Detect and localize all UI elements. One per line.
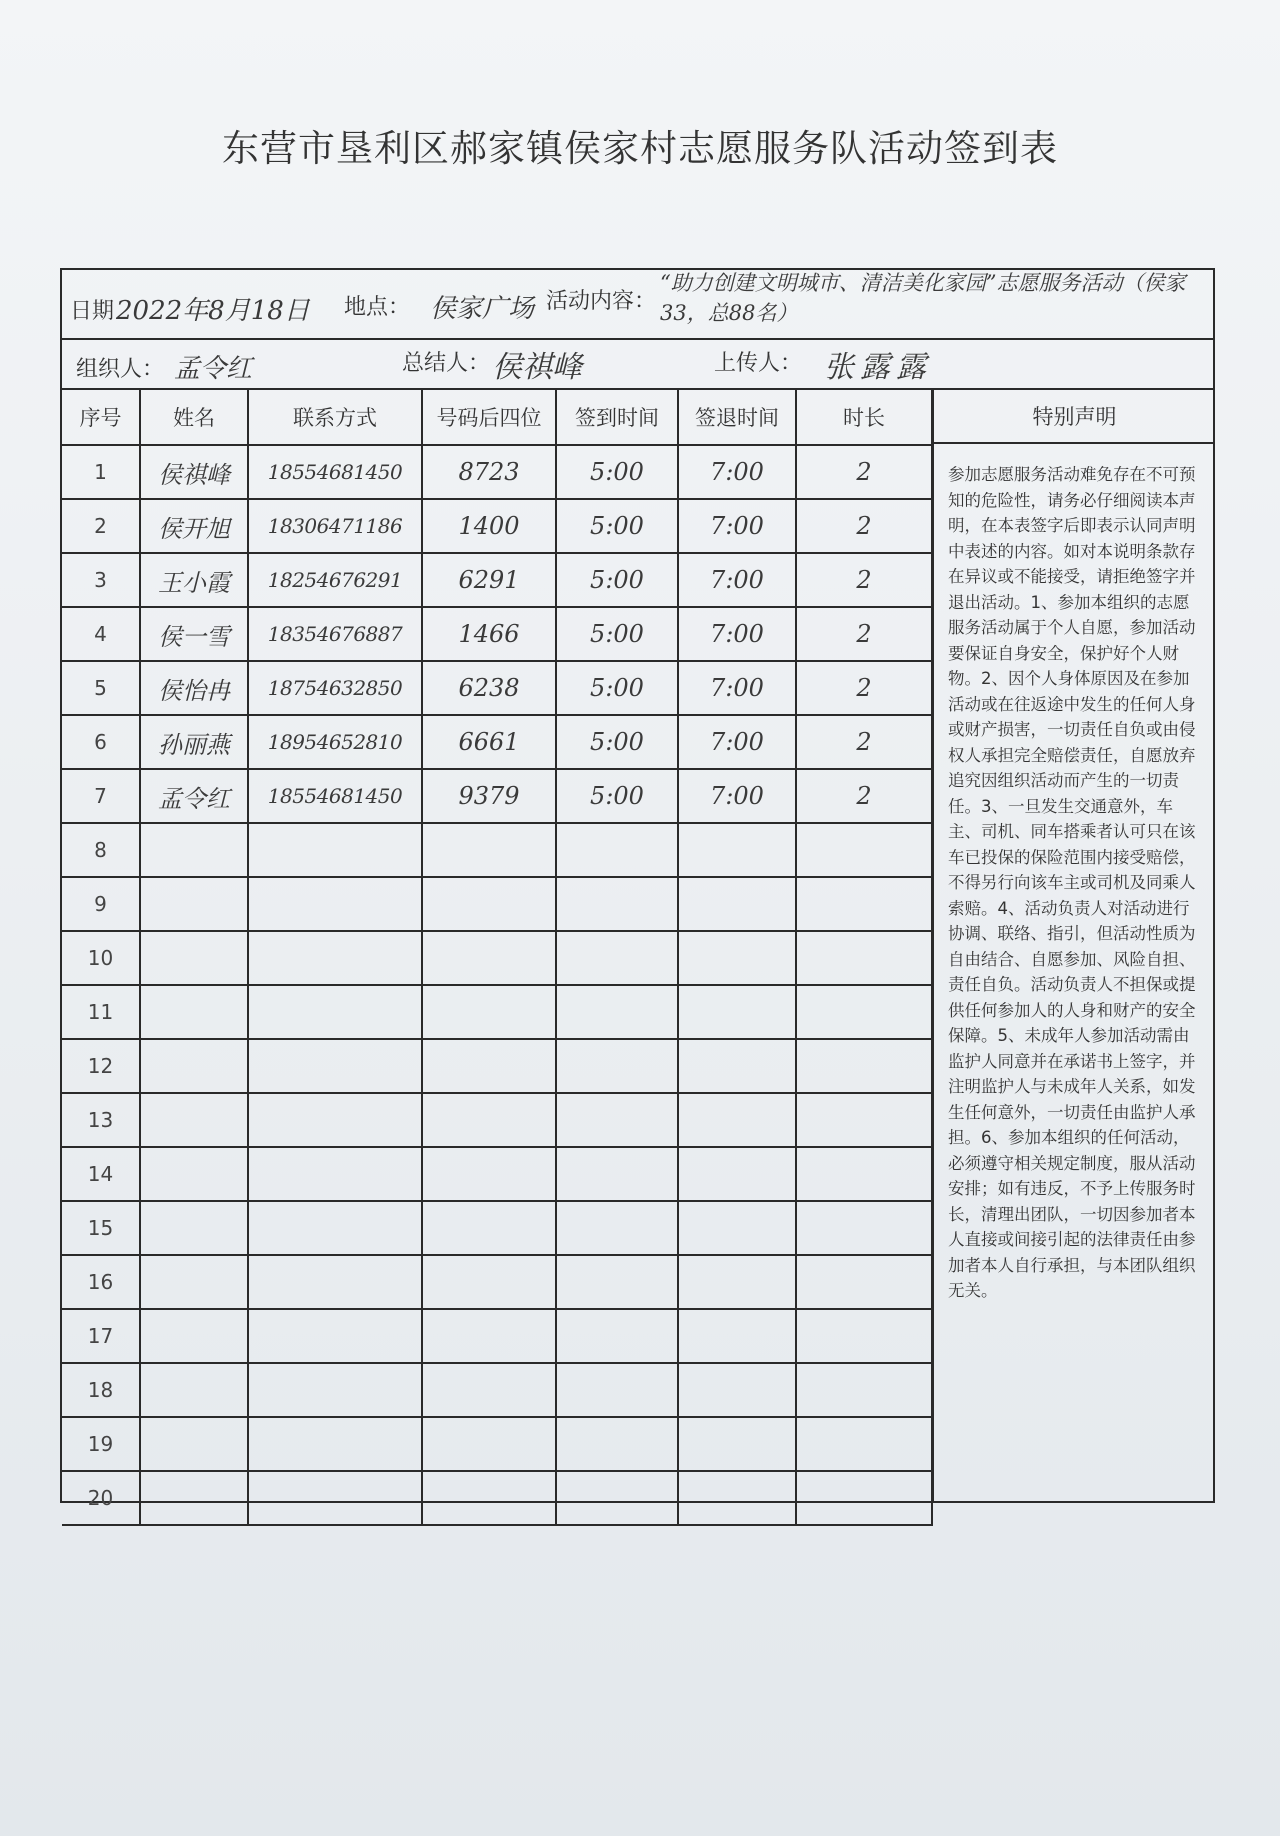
row-sign-in [556,1147,678,1201]
col-header-sign-out-time: 签退时间 [678,390,796,445]
row-seq: 13 [62,1093,140,1147]
table-row [62,1471,932,1525]
date-value: 2022年8月18日 [116,296,310,326]
row-phone [248,1363,422,1417]
location-label: 地点： [344,295,411,320]
table-row [62,661,932,715]
row-name: 王小霞 [140,553,248,607]
row-sign-out: 7:00 [678,607,796,661]
row-sign-in [556,1039,678,1093]
row-name: 孙丽燕 [140,715,248,769]
row-phone: 18954652810 [248,715,422,769]
row-sign-out [678,1309,796,1363]
row-hours: 2 [796,661,932,715]
table-row [62,769,932,823]
row-phone [248,1255,422,1309]
row-last4 [422,823,556,877]
notice-title: 特别声明 [932,390,1215,444]
row-seq: 5 [62,661,140,715]
row-last4: 1466 [422,607,556,661]
table-row [62,1201,932,1255]
summarizer-value: 侯祺峰 [492,350,582,385]
content-label: 活动内容： [546,289,657,314]
row-phone [248,1147,422,1201]
organizer-value: 孟令红 [174,354,253,384]
row-sign-out [678,1363,796,1417]
row-name [140,1201,248,1255]
row-last4 [422,1363,556,1417]
table-row [62,715,932,769]
table-row [62,1417,932,1471]
uploader-label: 上传人： [714,351,803,376]
row-last4: 9379 [422,769,556,823]
col-header-last4: 号码后四位 [422,390,556,445]
row-seq: 8 [62,823,140,877]
row-name [140,985,248,1039]
row-last4 [422,1201,556,1255]
row-hours: 2 [796,553,932,607]
row-sign-in: 5:00 [556,553,678,607]
row-name [140,877,248,931]
row-seq: 19 [62,1417,140,1471]
row-phone [248,1309,422,1363]
row-sign-in [556,1255,678,1309]
row-last4: 6291 [422,553,556,607]
row-phone [248,1417,422,1471]
row-hours [796,931,932,985]
row-hours [796,1201,932,1255]
col-header-duration: 时长 [796,390,932,445]
table-row [62,553,932,607]
row-sign-in [556,1471,678,1525]
row-sign-in [556,823,678,877]
info-row-people [62,340,1213,390]
row-name: 侯开旭 [140,499,248,553]
row-seq: 16 [62,1255,140,1309]
row-hours [796,1363,932,1417]
row-hours [796,1255,932,1309]
row-name [140,1093,248,1147]
row-name [140,1147,248,1201]
row-seq: 9 [62,877,140,931]
row-last4 [422,1255,556,1309]
row-sign-out [678,1039,796,1093]
table-row [62,985,932,1039]
row-last4 [422,1039,556,1093]
row-last4 [422,1471,556,1525]
table-row [62,877,932,931]
row-sign-out [678,877,796,931]
row-phone [248,877,422,931]
row-seq: 12 [62,1039,140,1093]
row-seq: 2 [62,499,140,553]
table-row [62,823,932,877]
row-sign-in [556,1417,678,1471]
row-phone [248,1201,422,1255]
summarizer-label: 总结人： [402,351,491,376]
row-sign-in: 5:00 [556,769,678,823]
table-header-row [62,390,932,445]
content-value: “助力创建文明城市、清洁美化家园”志愿服务活动（侯家33，总88名） [660,271,1186,325]
table-row [62,499,932,553]
row-phone [248,1093,422,1147]
organizer-label: 组织人： [76,357,165,382]
row-sign-out [678,823,796,877]
row-name [140,823,248,877]
row-phone: 18354676887 [248,607,422,661]
sign-in-form [60,268,1215,1510]
row-last4: 8723 [422,445,556,499]
row-sign-out: 7:00 [678,715,796,769]
row-hours [796,1309,932,1363]
row-name: 孟令红 [140,769,248,823]
row-seq: 15 [62,1201,140,1255]
row-last4 [422,1309,556,1363]
row-name [140,1255,248,1309]
table-row [62,931,932,985]
info-row-date-location [62,270,1213,340]
row-last4 [422,1093,556,1147]
row-sign-out: 7:00 [678,445,796,499]
row-hours: 2 [796,499,932,553]
table-row [62,445,932,499]
row-seq: 11 [62,985,140,1039]
row-hours: 2 [796,769,932,823]
row-name [140,1471,248,1525]
table-row [62,1093,932,1147]
row-hours [796,1417,932,1471]
row-name [140,931,248,985]
row-sign-out [678,985,796,1039]
row-hours: 2 [796,607,932,661]
row-sign-out: 7:00 [678,553,796,607]
row-sign-in: 5:00 [556,499,678,553]
row-sign-in: 5:00 [556,445,678,499]
table-row [62,1147,932,1201]
row-hours [796,823,932,877]
sheet-title: 东营市垦利区郝家镇侯家村志愿服务队活动签到表 [222,127,1058,170]
row-sign-out [678,1255,796,1309]
col-header-sign-in-time: 签到时间 [556,390,678,445]
row-last4: 1400 [422,499,556,553]
row-sign-out [678,1093,796,1147]
location-value: 侯家广场 [430,294,535,324]
row-sign-in [556,877,678,931]
row-sign-out [678,1417,796,1471]
row-name [140,1039,248,1093]
row-seq: 10 [62,931,140,985]
row-phone: 18754632850 [248,661,422,715]
row-seq: 14 [62,1147,140,1201]
row-sign-out: 7:00 [678,769,796,823]
col-header-seq: 序号 [62,390,140,445]
row-phone: 18306471186 [248,499,422,553]
row-sign-out [678,931,796,985]
row-last4 [422,1147,556,1201]
row-sign-out: 7:00 [678,499,796,553]
row-sign-in: 5:00 [556,715,678,769]
date-label: 日期 [70,299,115,324]
row-hours [796,1039,932,1093]
col-header-contact: 联系方式 [248,390,422,445]
row-sign-in: 5:00 [556,607,678,661]
row-last4 [422,1417,556,1471]
row-phone [248,823,422,877]
row-seq: 6 [62,715,140,769]
row-phone [248,1039,422,1093]
row-hours [796,985,932,1039]
row-seq: 1 [62,445,140,499]
row-seq: 3 [62,553,140,607]
table-row [62,1309,932,1363]
uploader-value: 张露露 [824,350,932,385]
row-name [140,1309,248,1363]
row-hours: 2 [796,715,932,769]
row-name: 侯一雪 [140,607,248,661]
row-last4 [422,931,556,985]
row-sign-in [556,985,678,1039]
row-seq: 18 [62,1363,140,1417]
row-sign-out [678,1147,796,1201]
row-phone: 18554681450 [248,769,422,823]
row-phone [248,985,422,1039]
row-sign-in [556,1093,678,1147]
row-phone: 18254676291 [248,553,422,607]
row-sign-out [678,1471,796,1525]
row-sign-out: 7:00 [678,661,796,715]
row-hours [796,1093,932,1147]
row-sign-in: 5:00 [556,661,678,715]
row-last4 [422,985,556,1039]
table-row [62,1255,932,1309]
row-last4 [422,877,556,931]
row-hours: 2 [796,445,932,499]
table-row [62,1363,932,1417]
attendance-table [62,390,933,1526]
row-phone: 18554681450 [248,445,422,499]
row-hours [796,1471,932,1525]
row-phone [248,931,422,985]
row-seq: 4 [62,607,140,661]
row-name [140,1417,248,1471]
row-seq: 7 [62,769,140,823]
row-last4: 6238 [422,661,556,715]
row-sign-in [556,1309,678,1363]
row-sign-in [556,1201,678,1255]
row-hours [796,877,932,931]
row-sign-in [556,931,678,985]
row-seq: 17 [62,1309,140,1363]
row-name: 侯怡冉 [140,661,248,715]
notice-text: 参加志愿服务活动难免存在不可预知的危险性，请务必仔细阅读本声明，在本表签字后即表示认同声明中表述的内容。如对本说明条款存在异议或不能接受，请拒绝签字并退出活动。1、参加本组织的志愿服务活动属于个人自愿，参加活动要保证自身安全，保护好个人财物。2、因个人身体原因及在参加活动或在往返途中发生的任何人身或财产损害，一切责任自负或由侵权人承担完全赔偿责任，自愿放弃追究因组织活动而产生的一切责任。3、一旦发生交通意外，车主、司机、同车搭乘者认可只在该车已投保的保险范围内接受赔偿，不得另行向该车主或司机及同乘人索赔。4、活动负责人对活动进行协调、联络、指引，但活动性质为自由结合、自愿参加、风险自担、责任自负。活动负责人不担保或提供任何参加人的人身和财产的安全保障。5、未成年人参加活动需由监护人同意并在承诺书上签字，并注明监护人与未成年人关系，如发生任何意外，一切责任由监护人承担。6、参加本组织的任何活动，必须遵守相关规定制度，服从活动安排；如有违反，不予上传服务时长，清理出团队，一切因参加者本人直接或间接引起的法律责任由参加者本人自行承担，与本团队组织无关。 [932,444,1215,1501]
row-phone [248,1471,422,1525]
row-sign-out [678,1201,796,1255]
row-last4: 6661 [422,715,556,769]
table-row [62,1039,932,1093]
row-name: 侯祺峰 [140,445,248,499]
row-hours [796,1147,932,1201]
row-name [140,1363,248,1417]
row-sign-in [556,1363,678,1417]
table-row [62,607,932,661]
col-header-name: 姓名 [140,390,248,445]
row-seq: 20 [62,1471,140,1525]
